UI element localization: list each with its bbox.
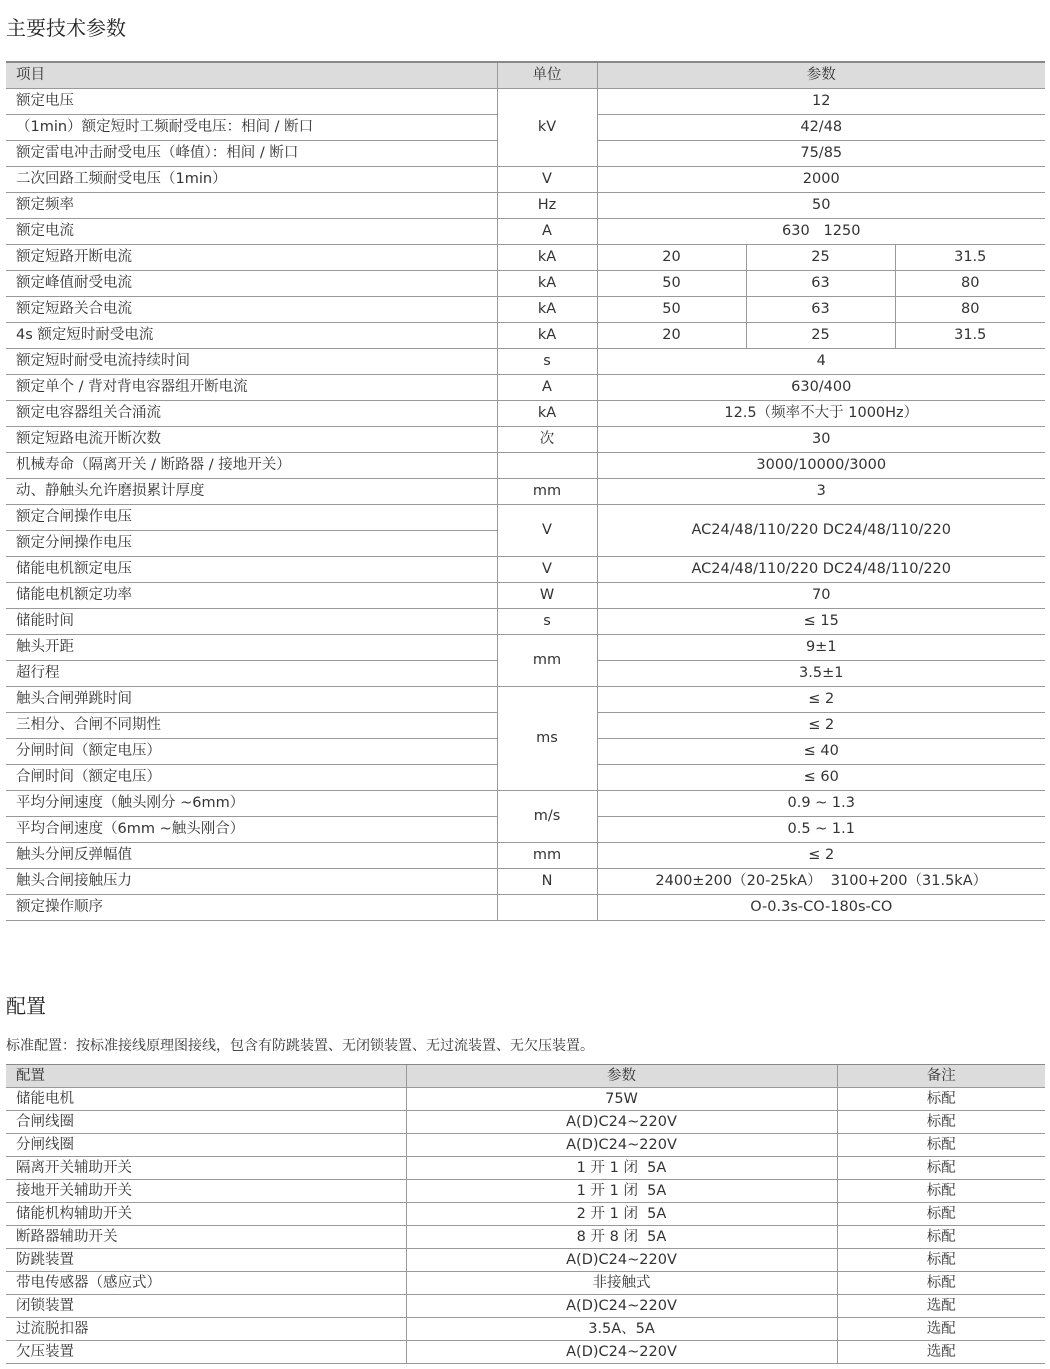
config-section-title: 配置	[6, 994, 46, 1018]
row-unit: A	[497, 219, 597, 245]
row-item: 触头开距	[6, 635, 497, 661]
row-value: 630 1250	[597, 219, 1045, 245]
row-unit: V	[497, 557, 597, 583]
row-value: 63	[746, 271, 895, 297]
config-remark: 标配	[837, 1272, 1045, 1295]
header-item: 项目	[6, 62, 497, 89]
row-unit: m/s	[497, 791, 597, 843]
config-item: 欠压装置	[6, 1341, 406, 1364]
table-row	[6, 219, 1045, 245]
config-item: 带电传感器（感应式）	[6, 1272, 406, 1295]
config-item: 接地开关辅助开关	[6, 1180, 406, 1203]
row-item: 动、静触头允许磨损累计厚度	[6, 479, 497, 505]
row-value: 50	[597, 193, 1045, 219]
row-value: 12	[597, 89, 1045, 115]
config-param: A(D)C24~220V	[406, 1111, 837, 1134]
row-item: 储能电机额定电压	[6, 557, 497, 583]
config-param: 3.5A、5A	[406, 1318, 837, 1341]
row-value: 3.5±1	[597, 661, 1045, 687]
row-item: 额定短路关合电流	[6, 297, 497, 323]
table-row	[6, 583, 1045, 609]
config-param: 1 开 1 闭 5A	[406, 1157, 837, 1180]
row-item: 储能时间	[6, 609, 497, 635]
row-unit: W	[497, 583, 597, 609]
config-item: 闭锁装置	[6, 1295, 406, 1318]
standard-config-note: 标准配置：按标准接线原理图接线，包含有防跳装置、无闭锁装置、无过流装置、无欠压装置。	[6, 1038, 594, 1054]
row-value: 3000/10000/3000	[597, 453, 1045, 479]
config-item: 过流脱扣器	[6, 1318, 406, 1341]
row-item: 额定频率	[6, 193, 497, 219]
table-row	[6, 89, 1045, 115]
table-row	[6, 635, 1045, 661]
config-header-row	[6, 1065, 1045, 1088]
row-unit: kA	[497, 245, 597, 271]
row-item: 额定电压	[6, 89, 497, 115]
row-unit: kV	[497, 89, 597, 167]
row-value: 25	[746, 323, 895, 349]
row-item: 额定短时耐受电流持续时间	[6, 349, 497, 375]
table-row	[6, 557, 1045, 583]
table-row	[6, 349, 1045, 375]
table-row	[6, 1341, 1045, 1364]
row-item: 额定电容器组关合涌流	[6, 401, 497, 427]
row-unit: kA	[497, 323, 597, 349]
config-remark: 标配	[837, 1111, 1045, 1134]
config-remark: 标配	[837, 1226, 1045, 1249]
config-param: 非接触式	[406, 1272, 837, 1295]
row-unit: 次	[497, 427, 597, 453]
row-value: 20	[597, 323, 746, 349]
row-value: 0.9 ~ 1.3	[597, 791, 1045, 817]
row-value: 630/400	[597, 375, 1045, 401]
table-row	[6, 1134, 1045, 1157]
header-unit: 单位	[497, 62, 597, 89]
config-item: 断路器辅助开关	[6, 1226, 406, 1249]
table-row	[6, 1272, 1045, 1295]
config-param: 1 开 1 闭 5A	[406, 1180, 837, 1203]
config-item: 合闸线圈	[6, 1111, 406, 1134]
row-unit	[497, 895, 597, 921]
row-value: 80	[895, 297, 1045, 323]
table-row	[6, 1180, 1045, 1203]
row-value: 42/48	[597, 115, 1045, 141]
row-value: AC24/48/110/220 DC24/48/110/220	[597, 557, 1045, 583]
table-row	[6, 401, 1045, 427]
row-value: 4	[597, 349, 1045, 375]
row-value: 31.5	[895, 323, 1045, 349]
table-row	[6, 843, 1045, 869]
config-item: 储能电机	[6, 1088, 406, 1111]
row-item: （1min）额定短时工频耐受电压：相间 / 断口	[6, 115, 497, 141]
config-table	[6, 1064, 1045, 1364]
config-remark: 标配	[837, 1180, 1045, 1203]
config-param: A(D)C24~220V	[406, 1134, 837, 1157]
row-item: 额定雷电冲击耐受电压（峰值）：相间 / 断口	[6, 141, 497, 167]
row-unit: mm	[497, 635, 597, 687]
row-item: 超行程	[6, 661, 497, 687]
row-item: 三相分、合闸不同期性	[6, 713, 497, 739]
row-unit: V	[497, 505, 597, 557]
config-remark: 标配	[837, 1088, 1045, 1111]
table-row	[6, 453, 1045, 479]
header-remark: 备注	[837, 1065, 1045, 1088]
config-remark: 选配	[837, 1341, 1045, 1364]
row-item: 平均分闸速度（触头刚分 ~6mm）	[6, 791, 497, 817]
config-remark: 标配	[837, 1249, 1045, 1272]
table-row	[6, 271, 1045, 297]
row-item: 机械寿命（隔离开关 / 断路器 / 接地开关）	[6, 453, 497, 479]
row-unit: mm	[497, 843, 597, 869]
config-remark: 标配	[837, 1203, 1045, 1226]
table-row	[6, 1088, 1045, 1111]
config-item: 隔离开关辅助开关	[6, 1157, 406, 1180]
row-item: 触头合闸弹跳时间	[6, 687, 497, 713]
header-param: 参数	[597, 62, 1045, 89]
config-item: 分闸线圈	[6, 1134, 406, 1157]
row-value: 3	[597, 479, 1045, 505]
row-item: 平均合闸速度（6mm ~触头刚合）	[6, 817, 497, 843]
row-item: 二次回路工频耐受电压（1min）	[6, 167, 497, 193]
row-value: ≤ 40	[597, 739, 1045, 765]
header-param: 参数	[406, 1065, 837, 1088]
table-row	[6, 479, 1045, 505]
row-unit: kA	[497, 297, 597, 323]
row-item: 额定短路电流开断次数	[6, 427, 497, 453]
table-row	[6, 1157, 1045, 1180]
table-row	[6, 791, 1045, 817]
config-item: 防跳装置	[6, 1249, 406, 1272]
spec-table	[6, 61, 1045, 921]
table-row	[6, 687, 1045, 713]
row-item: 4s 额定短时耐受电流	[6, 323, 497, 349]
row-unit: N	[497, 869, 597, 895]
row-value: 9±1	[597, 635, 1045, 661]
row-value: 70	[597, 583, 1045, 609]
config-item: 储能机构辅助开关	[6, 1203, 406, 1226]
row-value: O-0.3s-CO-180s-CO	[597, 895, 1045, 921]
config-param: A(D)C24~220V	[406, 1295, 837, 1318]
table-row	[6, 1203, 1045, 1226]
row-value: 20	[597, 245, 746, 271]
config-param: 75W	[406, 1088, 837, 1111]
row-unit: kA	[497, 401, 597, 427]
row-unit	[497, 453, 597, 479]
table-row	[6, 895, 1045, 921]
row-value: 31.5	[895, 245, 1045, 271]
table-row	[6, 375, 1045, 401]
config-remark: 标配	[837, 1134, 1045, 1157]
config-param: 8 开 8 闭 5A	[406, 1226, 837, 1249]
table-row	[6, 193, 1045, 219]
spec-section-title: 主要技术参数	[6, 16, 126, 40]
row-value: 80	[895, 271, 1045, 297]
row-value: AC24/48/110/220 DC24/48/110/220	[597, 505, 1045, 557]
row-value: ≤ 15	[597, 609, 1045, 635]
row-value: ≤ 2	[597, 687, 1045, 713]
config-param: A(D)C24~220V	[406, 1341, 837, 1364]
row-item: 额定单个 / 背对背电容器组开断电流	[6, 375, 497, 401]
row-item: 额定峰值耐受电流	[6, 271, 497, 297]
row-item: 储能电机额定功率	[6, 583, 497, 609]
row-item: 触头分闸反弹幅值	[6, 843, 497, 869]
row-value: 2000	[597, 167, 1045, 193]
row-item: 额定分闸操作电压	[6, 531, 497, 557]
row-item: 额定操作顺序	[6, 895, 497, 921]
table-row	[6, 1111, 1045, 1134]
table-row	[6, 1318, 1045, 1341]
row-value: ≤ 2	[597, 713, 1045, 739]
row-item: 触头合闸接触压力	[6, 869, 497, 895]
row-item: 额定短路开断电流	[6, 245, 497, 271]
row-value: 2400±200（20-25kA） 3100+200（31.5kA）	[597, 869, 1045, 895]
config-remark: 标配	[837, 1157, 1045, 1180]
row-unit: ms	[497, 687, 597, 791]
table-row	[6, 297, 1045, 323]
row-unit: V	[497, 167, 597, 193]
row-value: ≤ 60	[597, 765, 1045, 791]
table-row	[6, 427, 1045, 453]
config-remark: 选配	[837, 1318, 1045, 1341]
config-param: A(D)C24~220V	[406, 1249, 837, 1272]
row-item: 额定电流	[6, 219, 497, 245]
table-row	[6, 869, 1045, 895]
row-item: 额定合闸操作电压	[6, 505, 497, 531]
table-row	[6, 167, 1045, 193]
row-value: 0.5 ~ 1.1	[597, 817, 1045, 843]
header-config: 配置	[6, 1065, 406, 1088]
table-row	[6, 323, 1045, 349]
row-value: 30	[597, 427, 1045, 453]
row-value: 50	[597, 297, 746, 323]
table-row	[6, 245, 1045, 271]
config-param: 2 开 1 闭 5A	[406, 1203, 837, 1226]
row-value: 63	[746, 297, 895, 323]
table-row	[6, 1226, 1045, 1249]
row-unit: s	[497, 609, 597, 635]
spec-header-row	[6, 62, 1045, 89]
row-value: 50	[597, 271, 746, 297]
row-unit: A	[497, 375, 597, 401]
row-item: 分闸时间（额定电压）	[6, 739, 497, 765]
row-value: ≤ 2	[597, 843, 1045, 869]
row-unit: Hz	[497, 193, 597, 219]
row-unit: kA	[497, 271, 597, 297]
row-value: 12.5（频率不大于 1000Hz）	[597, 401, 1045, 427]
config-remark: 选配	[837, 1295, 1045, 1318]
table-row	[6, 505, 1045, 531]
row-value: 25	[746, 245, 895, 271]
row-item: 合闸时间（额定电压）	[6, 765, 497, 791]
row-value: 75/85	[597, 141, 1045, 167]
row-unit: mm	[497, 479, 597, 505]
table-row	[6, 1249, 1045, 1272]
table-row	[6, 1295, 1045, 1318]
row-unit: s	[497, 349, 597, 375]
table-row	[6, 609, 1045, 635]
